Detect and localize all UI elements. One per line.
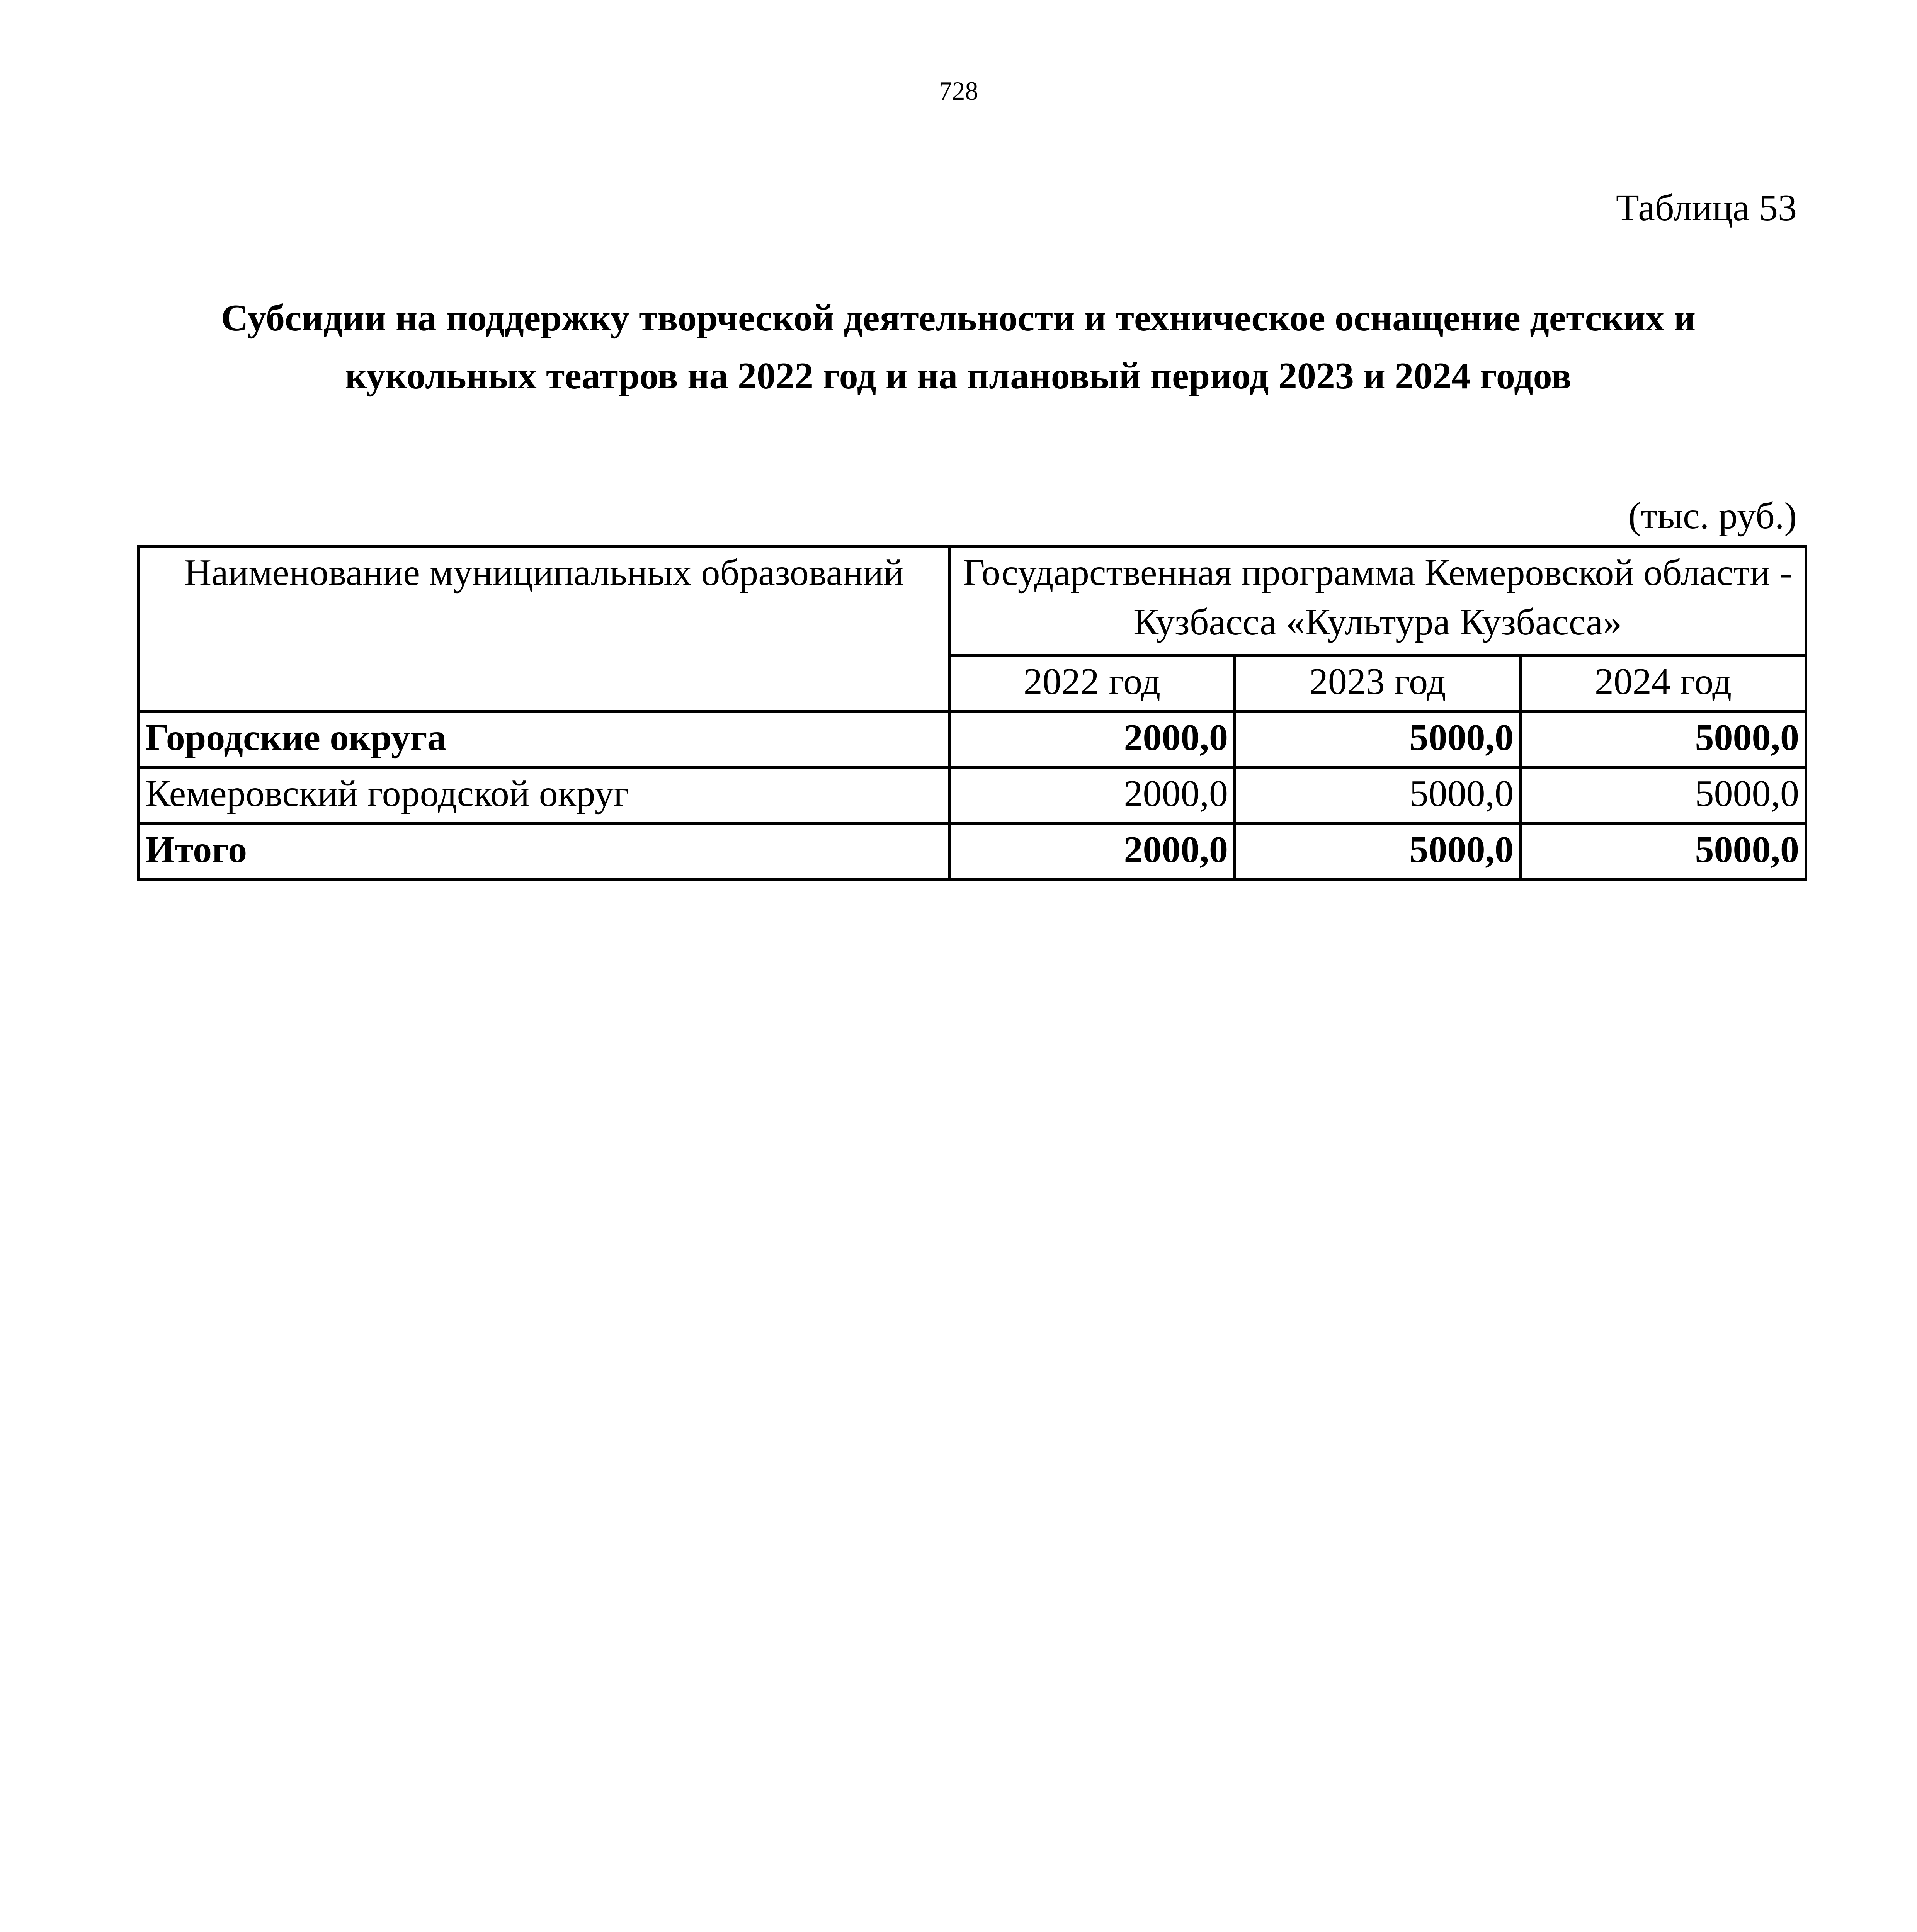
- page-number: 728: [939, 76, 978, 105]
- row-value-2024: 5000,0: [1521, 824, 1806, 880]
- row-value-2023: 5000,0: [1235, 824, 1521, 880]
- row-name: Итого: [139, 824, 949, 880]
- row-value-2023: 5000,0: [1235, 712, 1521, 768]
- document-title: Субсидии на поддержку творческой деятельности и техническое оснащение детских и кукольных театров на 2022 год и на плановый период 2023 и 2024 годов: [221, 297, 1696, 397]
- header-year-2024: 2024 год: [1521, 656, 1806, 712]
- units-label: (тыс. руб.): [1628, 495, 1797, 537]
- row-value-2024: 5000,0: [1521, 768, 1806, 824]
- header-year-2023: 2023 год: [1235, 656, 1521, 712]
- row-value-2023: 5000,0: [1235, 768, 1521, 824]
- header-program: Государственная программа Кемеровской области - Кузбасса «Культура Кузбасса»: [949, 547, 1806, 656]
- row-value-2022: 2000,0: [949, 712, 1235, 768]
- table-label: Таблица 53: [1616, 187, 1797, 229]
- table-row: [139, 712, 1806, 768]
- subsidies-table: [137, 545, 1807, 881]
- row-value-2022: 2000,0: [949, 768, 1235, 824]
- header-municipality: Наименование муниципальных образований: [139, 547, 949, 712]
- table-header-row: [139, 547, 1806, 656]
- row-value-2022: 2000,0: [949, 824, 1235, 880]
- table-total-row: [139, 824, 1806, 880]
- header-year-2022: 2022 год: [949, 656, 1235, 712]
- row-name: Городские округа: [139, 712, 949, 768]
- row-name: Кемеровский городской округ: [139, 768, 949, 824]
- row-value-2024: 5000,0: [1521, 712, 1806, 768]
- table-row: [139, 768, 1806, 824]
